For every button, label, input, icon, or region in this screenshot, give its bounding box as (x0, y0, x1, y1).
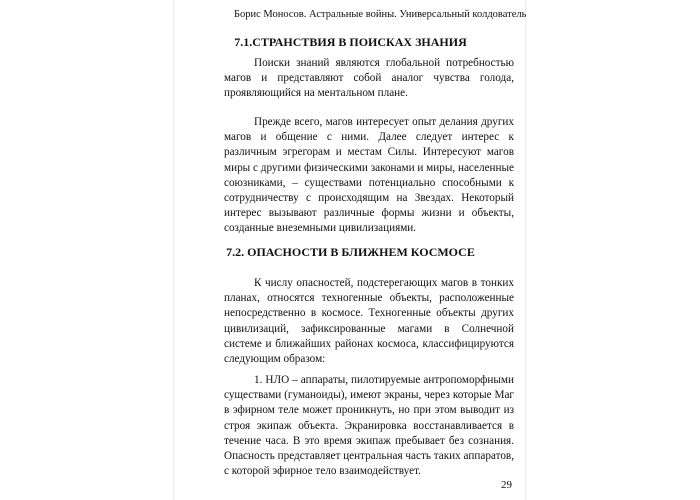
paragraph: Поиски знаний являются глобальной потребностью магов и представляют собой аналог чувства голода, проявляющийся на ментальном плане. (224, 57, 514, 100)
section-heading-7-2: 7.2. ОПАСНОСТИ В БЛИЖНЕМ КОСМОСЕ (226, 245, 475, 259)
paragraph: Прежде всего, магов интересует опыт делания других магов и общение с ними. Далее следует интерес к различным эгрегорам и местам Силы. Интересуют магов миры с другими физическими законами и миры, населенные союзниками, – существами потенциально способными к сотрудничеству с происходящим на Звездах. Некоторый интерес вызывают различные формы жизни и объекты, созданные внеземными цивилизациями. (224, 116, 514, 235)
running-header: Борис Моносов. Астральные войны. Универсальный колдователь (234, 9, 527, 20)
paragraph: К числу опасностей, подстерегающих магов в тонких планах, относятся техногенные объекты, расположенные непосредственно в космосе. Техногенные объекты других цивилизаций, зафиксированные магами в Солнечной системе и ближайших районах космоса, классифицируются следующим образом: (224, 277, 514, 366)
document-page (173, 0, 526, 500)
page-number: 29 (501, 479, 512, 491)
section-heading-7-1: 7.1.СТРАНСТВИЯ В ПОИСКАХ ЗНАНИЯ (234, 35, 467, 49)
paragraph: 1. НЛО – аппараты, пилотируемые антропоморфными существами (гуманоиды), имеют экраны, через которые Маг в эфирном теле может проникнуть, но при этом выводит из строя экипаж объекта. Экранировка восстанавливается в течение часа. В это время экипаж пребывает без сознания. Опасность представляет центральная часть таких аппаратов, с которой эфирное тело взаимодействует. (224, 374, 514, 478)
